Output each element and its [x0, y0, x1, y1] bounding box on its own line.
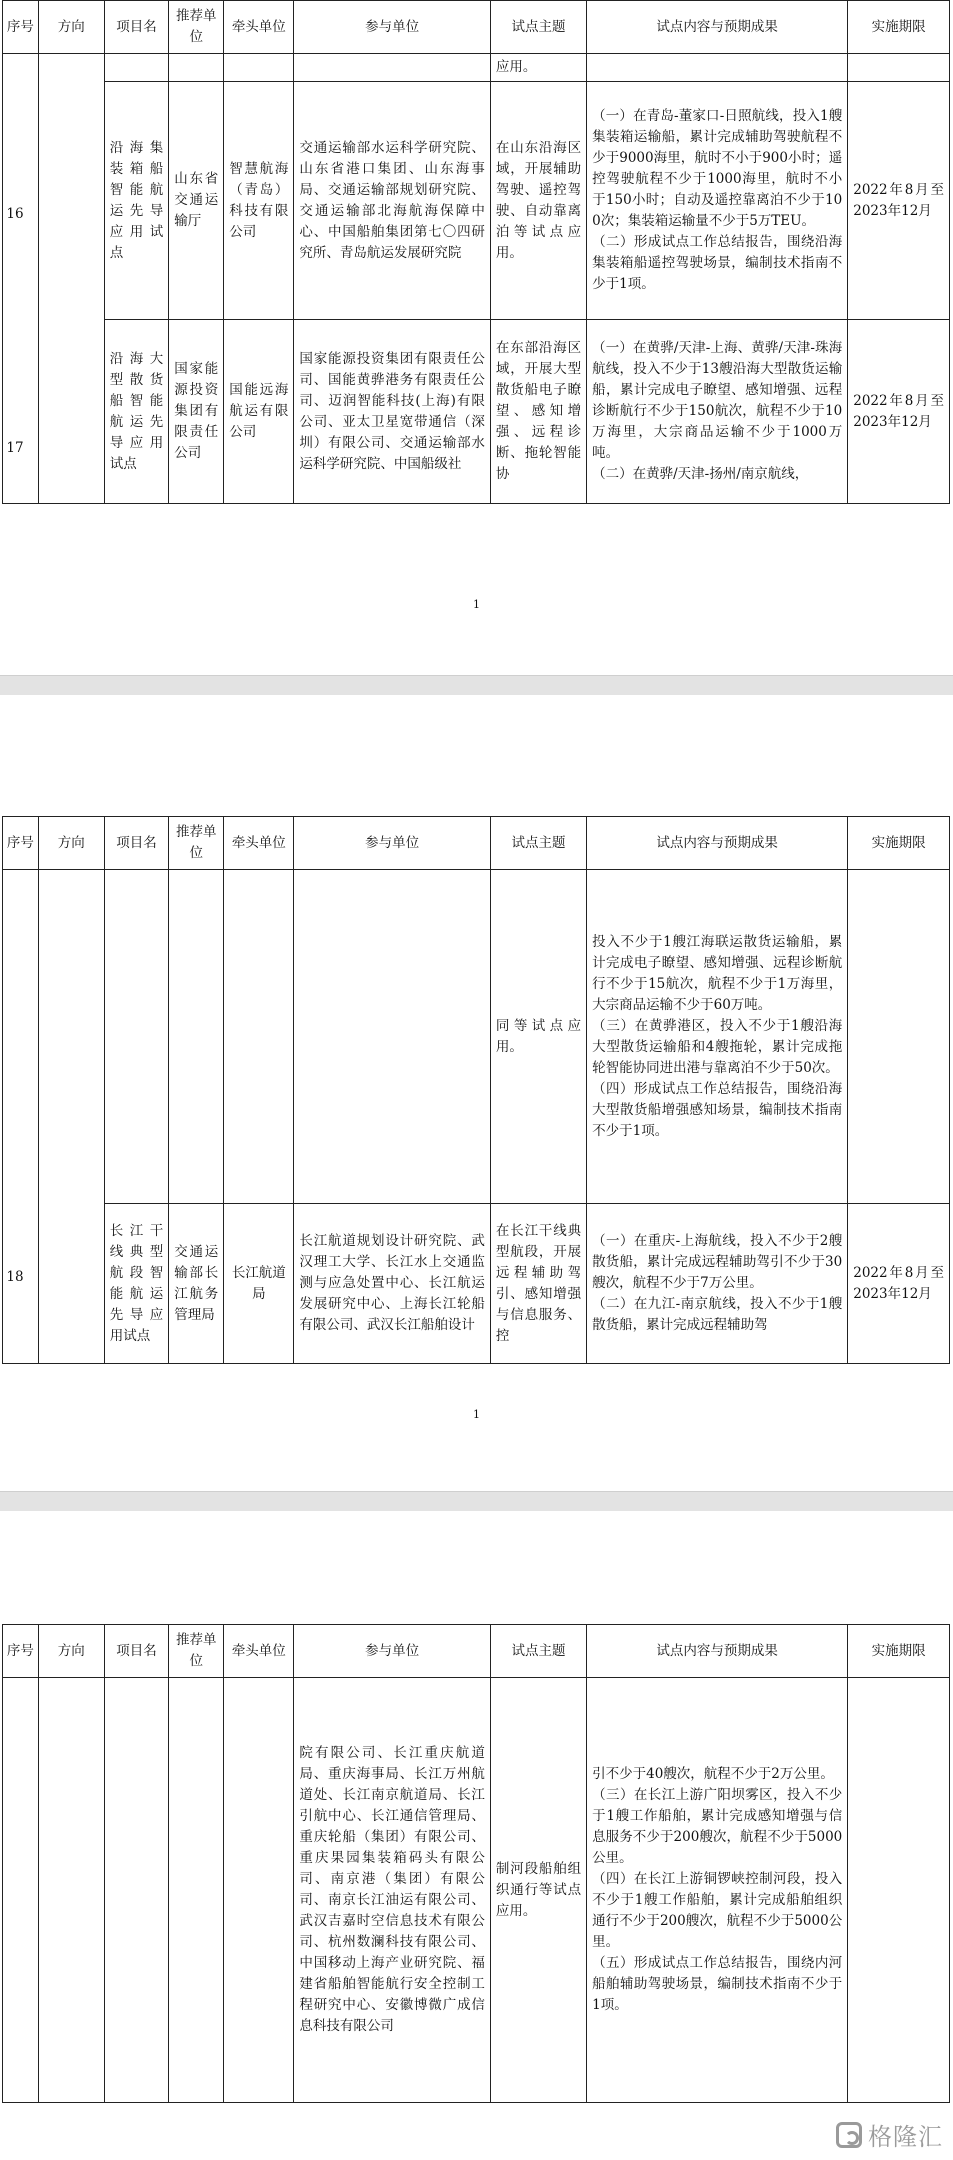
header-content: 试点内容与预期成果 — [587, 1, 848, 54]
header-theme: 试点主题 — [490, 1, 586, 54]
theme-cell: 在山东沿海区域，开展辅助驾驶、遥控驾驶、自动靠离泊等试点应用。 — [490, 82, 586, 320]
seq-label-16: 16 — [6, 206, 24, 222]
content-cell — [587, 1678, 848, 2103]
seq-cell-empty — [3, 870, 39, 1364]
header-direction: 方向 — [38, 817, 104, 870]
content-cell — [587, 870, 848, 1204]
header-lead: 牵头单位 — [224, 1, 294, 54]
period-cell-empty — [848, 1678, 950, 2103]
recommender-cell: 山东省交通运输厅 — [169, 82, 224, 320]
lead-cell-empty — [224, 870, 294, 1204]
content-paragraph: （四）在长江上游铜锣峡控制河段，投入不少于1艘工作船舶，累计完成船舶组织通行不少于200艘次，航程不少于5000公里。 — [592, 1871, 843, 1950]
header-participants: 参与单位 — [294, 817, 491, 870]
content-paragraph: 引不少于40艘次，航程不少于2万公里。 — [592, 1766, 834, 1782]
direction-cell-empty — [38, 870, 104, 1364]
seq-label-17: 17 — [6, 440, 24, 456]
recommender-cell-empty — [169, 870, 224, 1204]
content-paragraph: （二）在九江-南京航线，投入不少于1艘散货船，累计完成远程辅助驾 — [592, 1296, 843, 1333]
theme-cell: 同等试点应用。 — [490, 870, 586, 1204]
pilot-table-page-1 — [2, 0, 950, 504]
header-lead: 牵头单位 — [224, 817, 294, 870]
content-paragraph: （一）在青岛-董家口-日照航线，投入1艘集装箱运输船，累计完成辅助驾驶航程不少于9000海里，航时不小于900小时；遥控驾驶航程不少于1000海里，航时不小于150小时；自动及遥控靠离泊不少于100次；集装箱运输量不少于5万TEU。 — [592, 108, 843, 229]
period-cell: 2022年8月至2023年12月 — [848, 320, 950, 504]
project-cell-empty — [104, 54, 169, 82]
theme-cell: 应用。 — [490, 54, 586, 82]
header-recommender: 推荐单位 — [169, 1625, 224, 1678]
lead-cell-empty — [224, 1678, 294, 2103]
header-project: 项目名 — [104, 1625, 169, 1678]
header-period: 实施期限 — [848, 1625, 950, 1678]
header-period: 实施期限 — [848, 1, 950, 54]
watermark — [836, 2117, 943, 2152]
page-separator — [0, 675, 953, 695]
header-seq: 序号 — [3, 817, 39, 870]
period-cell: 2022年8月至2023年12月 — [848, 1204, 950, 1364]
participants-cell-empty — [294, 54, 491, 82]
recommender-cell-empty — [169, 54, 224, 82]
lead-cell-empty — [224, 54, 294, 82]
table-row — [3, 320, 950, 504]
project-cell: 沿海集装箱船智能航运先导应用试点 — [104, 82, 169, 320]
header-direction: 方向 — [38, 1, 104, 54]
header-recommender: 推荐单位 — [169, 1, 224, 54]
content-cell — [587, 82, 848, 320]
content-cell-empty — [587, 54, 848, 82]
gelonghui-logo-icon — [836, 2122, 862, 2148]
participants-cell: 交通运输部水运科学研究院、山东省港口集团、山东海事局、交通运输部规划研究院、交通运输部北海航海保障中心、中国船舶集团第七〇四研究所、青岛航运发展研究院 — [294, 82, 491, 320]
lead-cell: 智慧航海（青岛）科技有限公司 — [224, 82, 294, 320]
table-header-row — [3, 817, 950, 870]
page-number: 1 — [473, 598, 480, 611]
document-page-2 — [0, 695, 953, 1491]
recommender-cell: 交通运输部长江航务管理局 — [169, 1204, 224, 1364]
project-cell-empty — [104, 870, 169, 1204]
project-cell: 沿海大型散货船智能航运先导应用试点 — [104, 320, 169, 504]
header-direction: 方向 — [38, 1625, 104, 1678]
header-seq: 序号 — [3, 1625, 39, 1678]
content-paragraph: 投入不少于1艘江海联运散货运输船，累计完成电子瞭望、感知增强、远程诊断航行不少于15航次，航程不少于1万海里，大宗商品运输不少于60万吨。 — [592, 933, 843, 1013]
table-row — [3, 1204, 950, 1364]
page-separator — [0, 1491, 953, 1511]
header-period: 实施期限 — [848, 817, 950, 870]
table-header-row — [3, 1625, 950, 1678]
header-participants: 参与单位 — [294, 1, 491, 54]
theme-cell: 在长江干线典型航段，开展远程辅助驾引、感知增强与信息服务、控 — [490, 1204, 586, 1364]
table-header-row — [3, 1, 950, 54]
content-paragraph: （四）形成试点工作总结报告，围绕沿海大型散货船增强感知场景，编制技术指南不少于1项。 — [592, 1080, 843, 1139]
content-paragraph: （三）在黄骅港区，投入不少于1艘沿海大型散货运输船和4艘拖轮，累计完成拖轮智能协同进出港与靠离泊不少于50次。 — [592, 1017, 843, 1076]
participants-cell: 长江航道规划设计研究院、武汉理工大学、长江水上交通监测与应急处置中心、长江航运发展研究中心、上海长江轮船有限公司、武汉长江船舶设计 — [294, 1204, 491, 1364]
page-number: 1 — [473, 1408, 480, 1421]
participants-cell-empty — [294, 870, 491, 1204]
content-cell — [587, 1204, 848, 1364]
recommender-cell: 国家能源投资集团有限责任公司 — [169, 320, 224, 504]
participants-cell: 国家能源投资集团有限责任公司、国能黄骅港务有限责任公司、迈润智能科技(上海)有限公司、亚太卫星宽带通信（深圳）有限公司、交通运输部水运科学研究院、中国船级社 — [294, 320, 491, 504]
table-row-continuation — [3, 54, 950, 82]
content-paragraph: （二）在黄骅/天津-扬州/南京航线， — [592, 466, 809, 482]
content-paragraph: （三）在长江上游广阳坝雾区，投入不少于1艘工作船舶，累计完成感知增强与信息服务不少于200艘次，航程不少于5000公里。 — [592, 1787, 843, 1866]
header-seq: 序号 — [3, 1, 39, 54]
content-paragraph: （一）在重庆-上海航线，投入不少于2艘散货船，累计完成远程辅助驾引不少于30艘次，航程不少于7万公里。 — [592, 1233, 843, 1291]
watermark-text: 格隆汇 — [868, 2123, 943, 2151]
page-separator-line — [0, 675, 953, 676]
direction-cell-empty — [38, 1678, 104, 2103]
recommender-cell-empty — [169, 1678, 224, 2103]
lead-cell: 国能远海航运有限公司 — [224, 320, 294, 504]
header-project: 项目名 — [104, 1, 169, 54]
seq-label-18: 18 — [6, 1269, 24, 1285]
header-theme: 试点主题 — [490, 817, 586, 870]
direction-cell-empty — [38, 54, 104, 504]
content-paragraph: （二）形成试点工作总结报告，围绕沿海集装箱船遥控驾驶场景，编制技术指南不少于1项。 — [592, 234, 843, 292]
header-lead: 牵头单位 — [224, 1625, 294, 1678]
period-cell-empty — [848, 870, 950, 1204]
table-row-continuation — [3, 870, 950, 1204]
project-cell: 长江干线典型航段智能航运先导应用试点 — [104, 1204, 169, 1364]
header-theme: 试点主题 — [490, 1625, 586, 1678]
theme-cell: 在东部沿海区域，开展大型散货船电子瞭望、感知增强、远程诊断、拖轮智能协 — [490, 320, 586, 504]
participants-cell: 院有限公司、长江重庆航道局、重庆海事局、长江万州航道处、长江南京航道局、长江引航中心、长江通信管理局、重庆轮船（集团）有限公司、重庆果园集装箱码头有限公司、南京港（集团）有限公司、南京长江油运有限公司、武汉吉嘉时空信息技术有限公司、杭州数澜科技有限公司、中国移动上海产业研究院、福建省船舶智能航行安全控制工程研究中心、安徽博微广成信息科技有限公司 — [294, 1678, 491, 2103]
content-paragraph: （五）形成试点工作总结报告，围绕内河船舶辅助驾驶场景，编制技术指南不少于1项。 — [592, 1955, 843, 2013]
pilot-table-page-3 — [2, 1624, 950, 2103]
theme-cell: 制河段船舶组织通行等试点应用。 — [490, 1678, 586, 2103]
period-cell: 2022年8月至2023年12月 — [848, 82, 950, 320]
seq-cell-empty — [3, 54, 39, 504]
seq-cell-empty — [3, 1678, 39, 2103]
content-cell — [587, 320, 848, 504]
header-recommender: 推荐单位 — [169, 817, 224, 870]
content-paragraph: （一）在黄骅/天津-上海、黄骅/天津-珠海航线，投入不少于13艘沿海大型散货运输船，累计完成电子瞭望、感知增强、远程诊断航行不少于150航次，航程不少于10万海里，大宗商品运输不少于1000万吨。 — [592, 340, 843, 461]
document-page-3 — [0, 1511, 953, 2160]
header-project: 项目名 — [104, 817, 169, 870]
page-separator-line — [0, 1491, 953, 1492]
table-row — [3, 82, 950, 320]
pilot-table-page-2 — [2, 816, 950, 1364]
lead-cell: 长江航道局 — [224, 1204, 294, 1364]
project-cell-empty — [104, 1678, 169, 2103]
table-row-continuation — [3, 1678, 950, 2103]
document-page-1 — [0, 0, 953, 675]
header-content: 试点内容与预期成果 — [587, 817, 848, 870]
period-cell-empty — [848, 54, 950, 82]
header-participants: 参与单位 — [294, 1625, 491, 1678]
header-content: 试点内容与预期成果 — [587, 1625, 848, 1678]
